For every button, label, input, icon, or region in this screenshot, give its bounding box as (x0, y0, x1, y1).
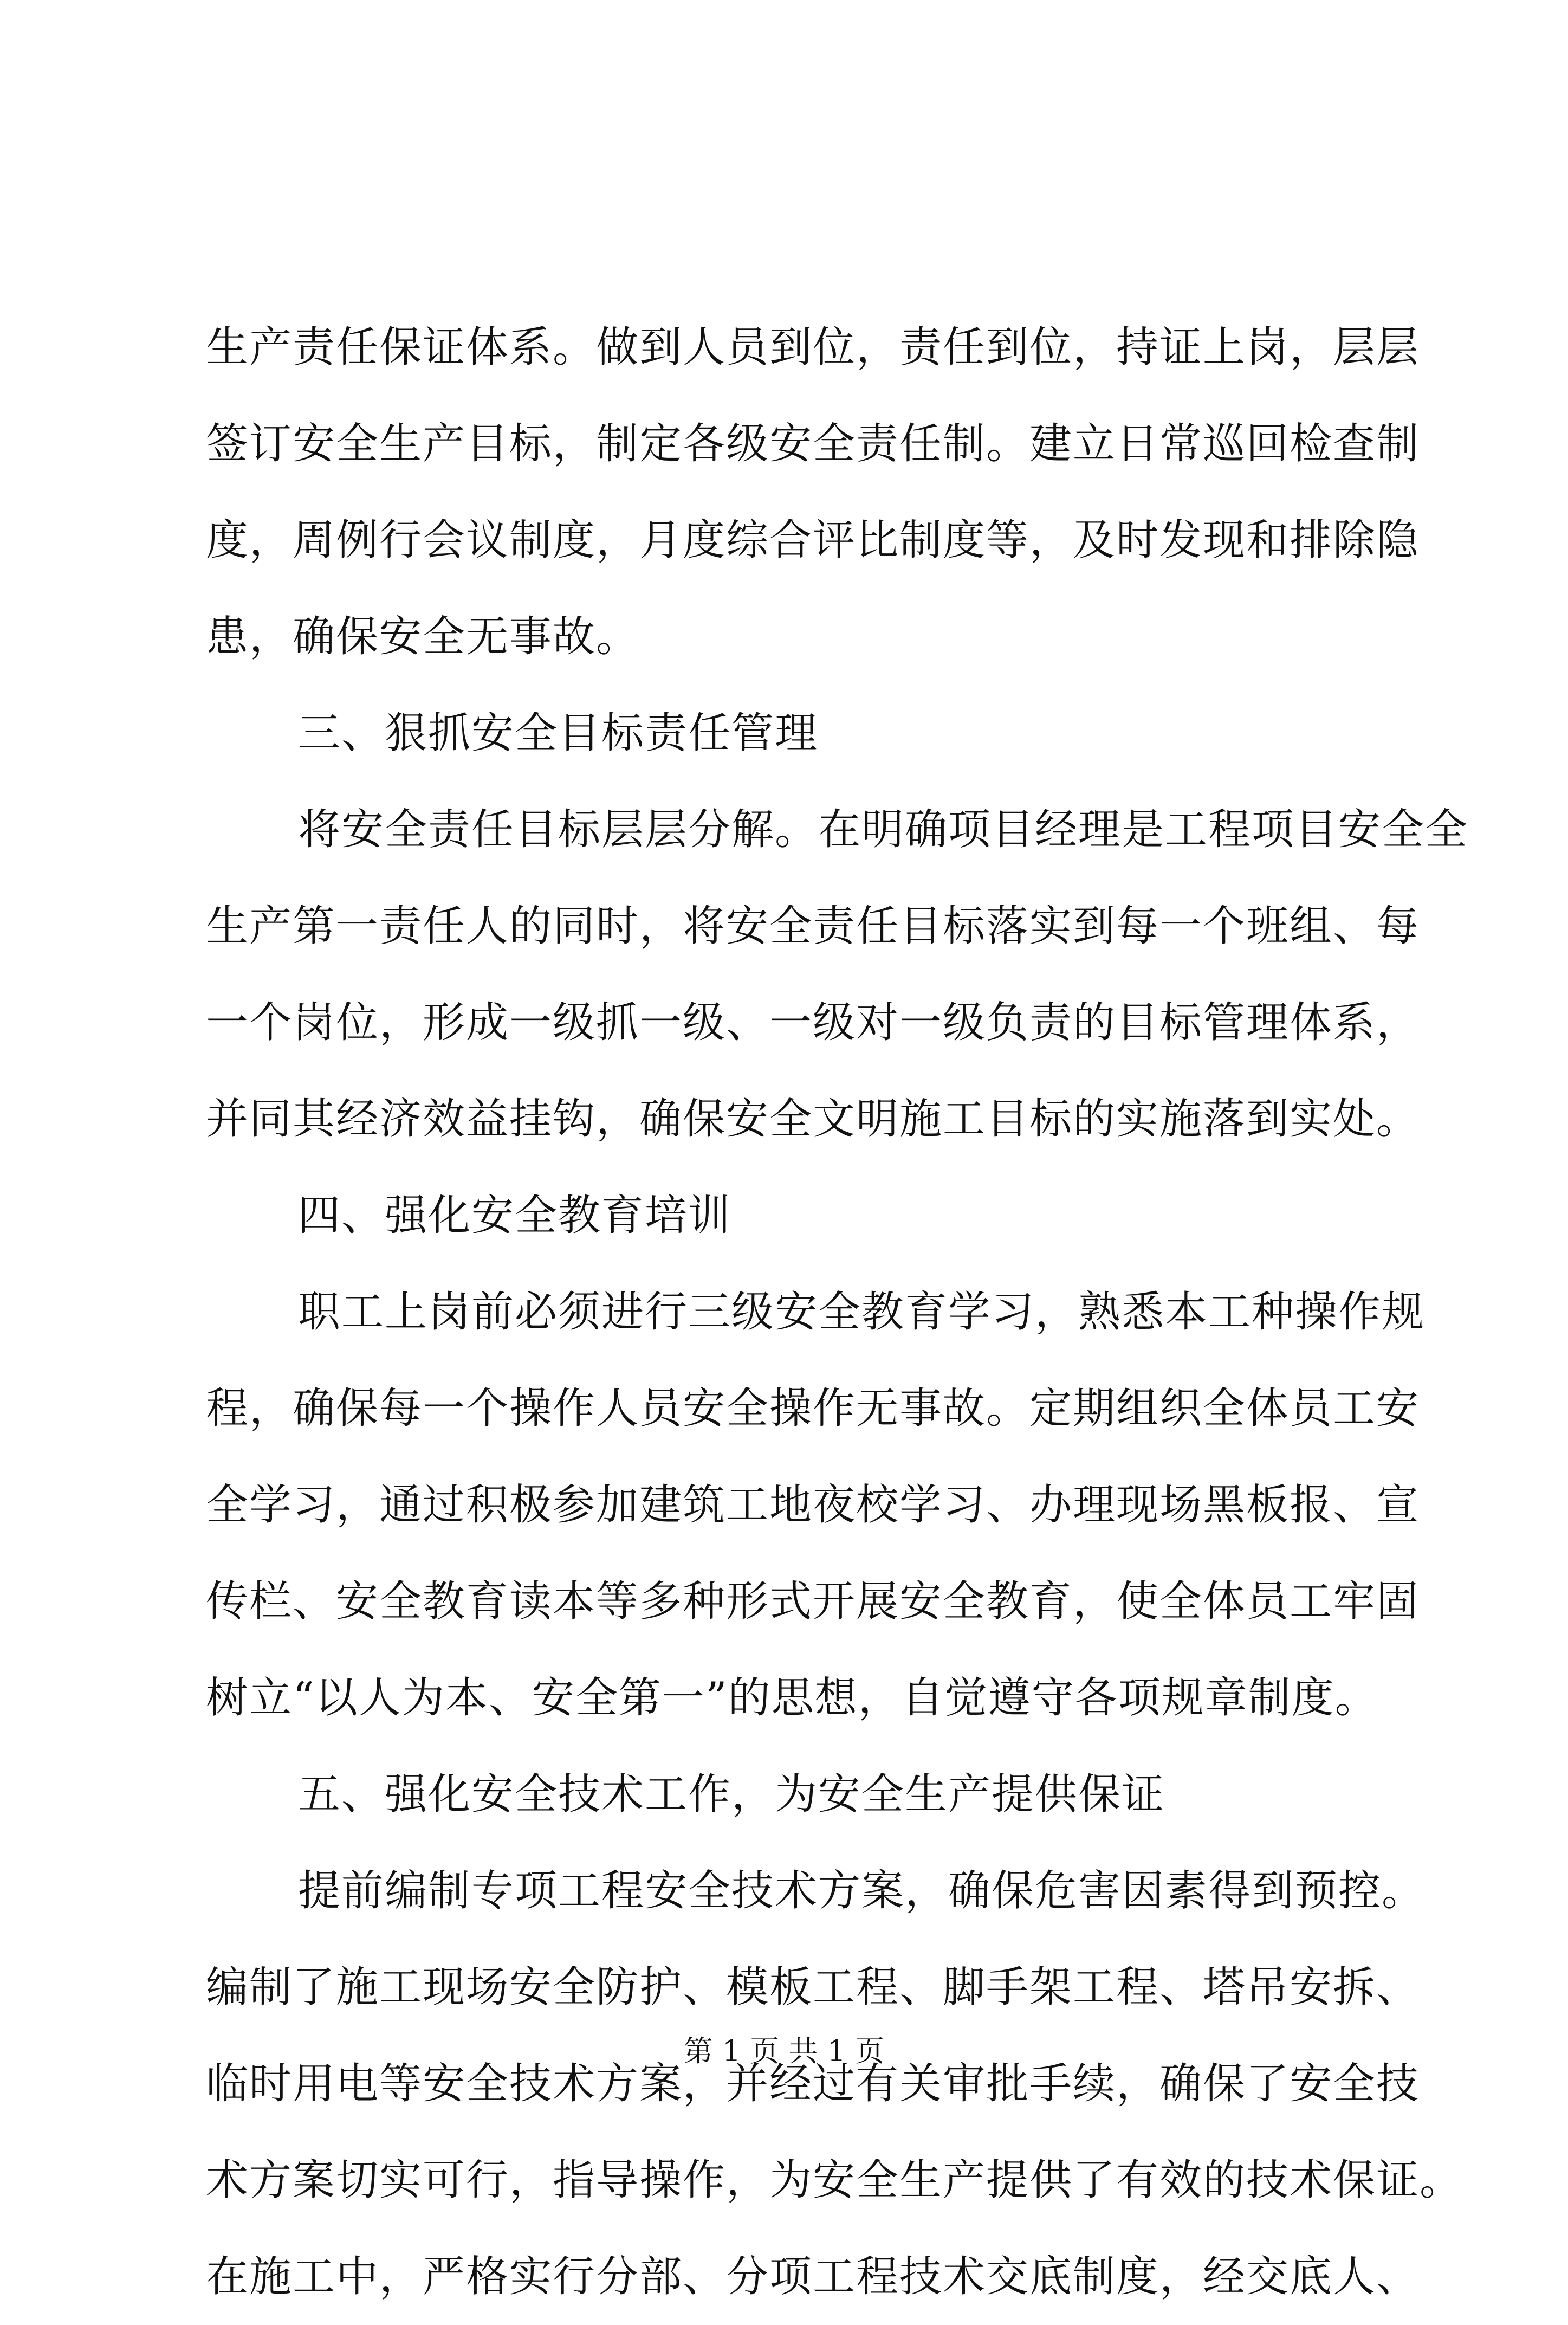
paragraph-line: 职工上岗前必须进行三级安全教育学习，熟悉本工种操作规 (298, 1288, 1426, 1336)
paragraph-line: 树立“以人为本、安全第一”的思想，自觉遵守各项规章制度。 (206, 1674, 1378, 1722)
paragraph-line: 并同其经济效益挂钩，确保安全文明施工目标的实施落到实处。 (206, 1095, 1420, 1144)
page-number-footer: 第 1 页 共 1 页 (683, 2034, 885, 2068)
paragraph-line: 将安全责任目标层层分解。在明确项目经理是工程项目安全全 (298, 805, 1469, 854)
paragraph-line: 在施工中，严格实行分部、分项工程技术交底制度，经交底人、 (206, 2252, 1420, 2301)
section-heading-4: 四、强化安全教育培训 (298, 1191, 732, 1240)
section-heading-5: 五、强化安全技术工作，为安全生产提供保证 (298, 1770, 1165, 1819)
paragraph-line: 临时用电等安全技术方案，并经过有关审批手续，确保了安全技 (206, 2059, 1420, 2108)
paragraph-line: 生产责任保证体系。做到人员到位，责任到位，持证上岗，层层 (206, 323, 1420, 372)
paragraph-line: 全学习，通过积极参加建筑工地夜校学习、办理现场黑板报、宣 (206, 1481, 1420, 1529)
paragraph-line: 度，周例行会议制度，月度综合评比制度等，及时发现和排除隐 (206, 516, 1420, 565)
paragraph-line: 患，确保安全无事故。 (206, 612, 640, 661)
paragraph-line: 程，确保每一个操作人员安全操作无事故。定期组织全体员工安 (206, 1384, 1420, 1433)
paragraph-line: 传栏、安全教育读本等多种形式开展安全教育，使全体员工牢固 (206, 1577, 1420, 1626)
paragraph-line: 生产第一责任人的同时，将安全责任目标落实到每一个班组、每 (206, 902, 1420, 951)
paragraph-line: 术方案切实可行，指导操作，为安全生产提供了有效的技术保证。 (206, 2156, 1463, 2205)
paragraph-line: 编制了施工现场安全防护、模板工程、脚手架工程、塔吊安拆、 (206, 1963, 1420, 2012)
document-body (206, 299, 1469, 2325)
paragraph-line: 提前编制专项工程安全技术方案，确保危害因素得到预控。 (298, 1867, 1426, 1915)
paragraph-line: 签订安全生产目标，制定各级安全责任制。建立日常巡回检查制 (206, 419, 1420, 468)
section-heading-3: 三、狠抓安全目标责任管理 (298, 709, 819, 758)
paragraph-line: 一个岗位，形成一级抓一级、一级对一级负责的目标管理体系， (206, 998, 1420, 1047)
